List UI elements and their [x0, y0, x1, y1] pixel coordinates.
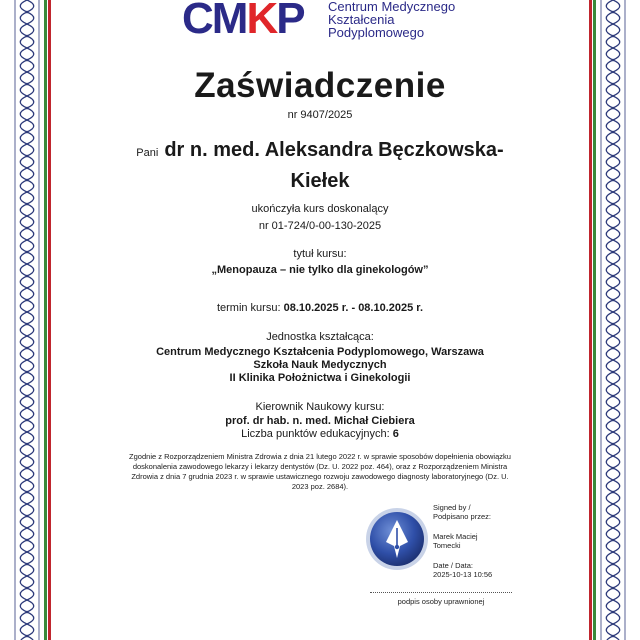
unit-block: Centrum Medycznego Kształcenia Podyplomowego, Warszawa Szkoła Nauk Medycznych II Klinika Położnictwa i Ginekologii — [156, 346, 484, 384]
left-border — [0, 0, 56, 640]
course-title-label: tytuł kursu: — [293, 248, 347, 260]
logo-mark: CMKP — [182, 0, 304, 43]
salutation: Pani — [136, 147, 159, 159]
head-label: Kierownik Naukowy kursu: — [255, 401, 385, 413]
unit-label: Jednostka kształcąca: — [266, 331, 374, 343]
course-title: „Menopauza – nie tylko dla ginekologów” — [211, 264, 429, 276]
right-border — [584, 0, 640, 640]
cmkp-logo — [182, 0, 482, 43]
green-stripe — [593, 0, 596, 640]
course-term: termin kursu: 08.10.2025 r. - 08.10.2025 r. — [216, 302, 424, 314]
ornament-pattern-right — [600, 0, 626, 640]
signature-line — [370, 592, 512, 593]
completed-text: ukończyła kurs doskonalący — [251, 203, 389, 215]
red-stripe — [589, 0, 592, 640]
recipient-name: Pani dr n. med. Aleksandra Bęczkowska- Kiełek — [136, 139, 504, 192]
course-number: nr 01-724/0-00-130-2025 — [258, 220, 382, 232]
points-row: Liczba punktów edukacyjnych: 6 — [241, 428, 399, 440]
head-block — [60, 415, 580, 441]
red-stripe — [48, 0, 51, 640]
head-name: prof. dr hab. n. med. Michał Ciebiera — [225, 415, 415, 427]
signature-caption: podpis osoby uprawnionej — [397, 597, 485, 606]
signature-seal-icon — [364, 506, 430, 572]
certificate-number: nr 9407/2025 — [287, 109, 353, 121]
document-title: Zaświadczenie — [194, 66, 446, 105]
legal-notice: Zgodnie z Rozporządzeniem Ministra Zdrowia z dnia 21 lutego 2022 r. w sprawie sposobów dopełnienia obowiązku doskonalenia zawodowego lekarzy i lekarzy dentystów (Dz. U. 2022 poz. 464), oraz z Rozporządzeniem Ministra Zdrowia z dnia 7 grudnia 2023 r. w sprawie ustawicznego rozwoju zawodowego diagnosty laboratoryjnego (Dz. U. 2023 poz. 2684). — [129, 452, 511, 491]
signature-info: Signed by / Podpisano przez: Marek Maciej Tomecki Date / Data: 2025-10-13 10:56 — [433, 503, 493, 579]
logo-text: Centrum Medycznego Kształcenia Podyplomowego — [328, 0, 456, 40]
ornament-pattern-left — [14, 0, 40, 640]
green-stripe — [44, 0, 47, 640]
